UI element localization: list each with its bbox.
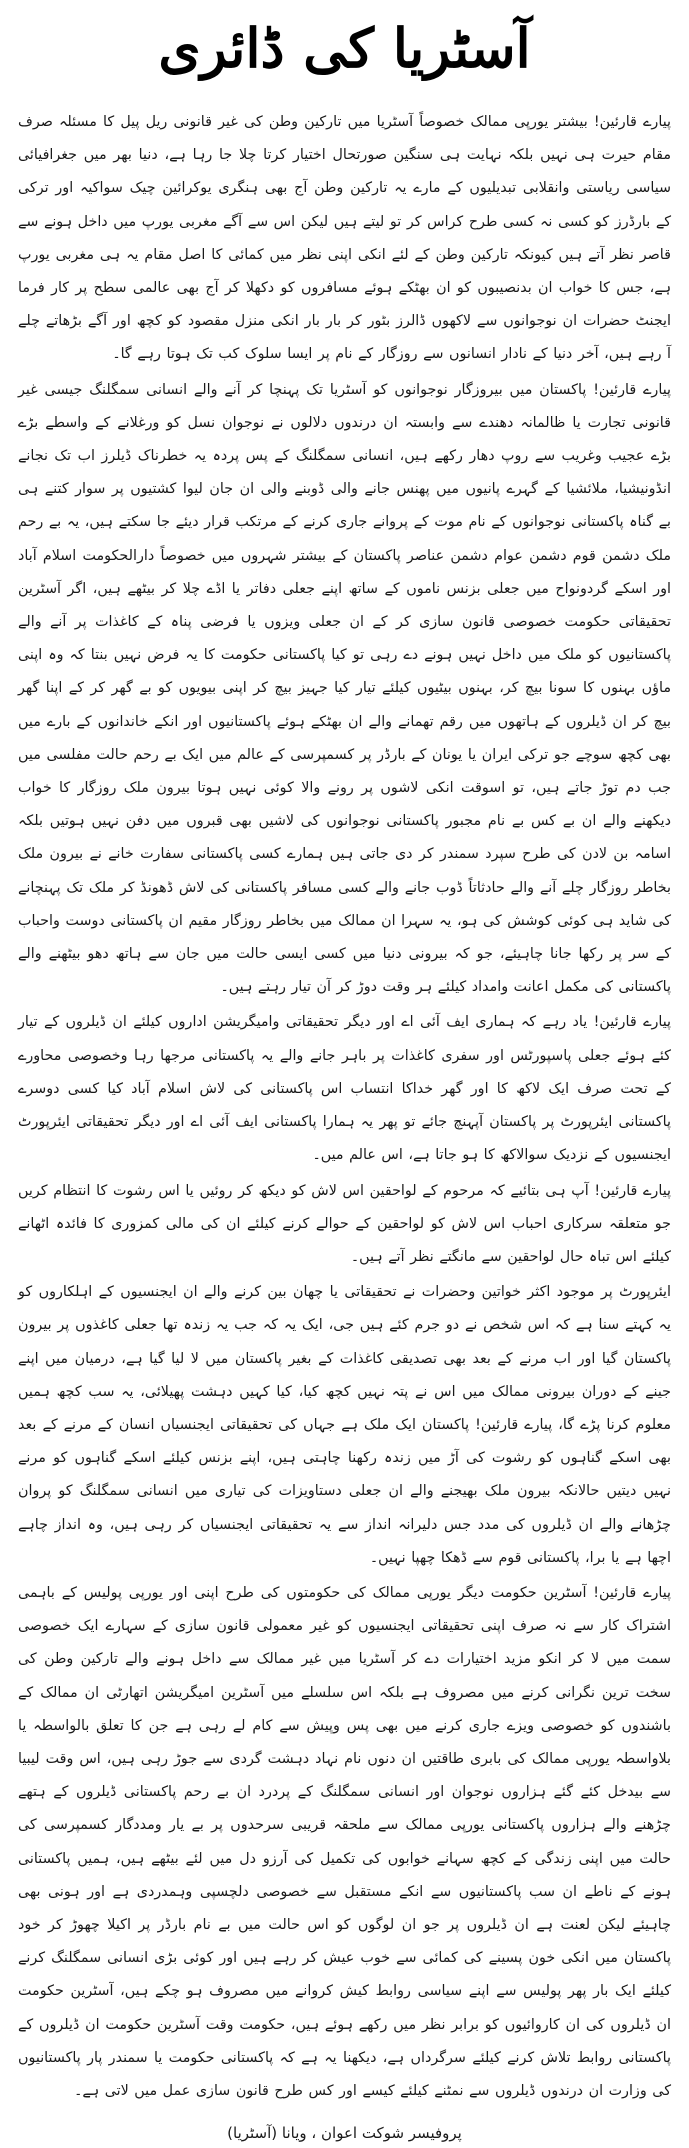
author-signature: پروفیسر شوکت اعوان ، ویانا (آسٹریا) [227, 2124, 462, 2143]
paragraph-4: پیارے قارئین! آپ ہی بتائیے کہ مرحوم کے لواحقین اس لاش کو دیکھ کر روئیں یا اس رشوت کا انتظام کریں جو متعلقہ سرکاری احباب اس لاش کو لواحقین کے حوالے کرنے کیلئے ان کی مالی کمزوری کا فائدہ اٹھانے کیلئے اس تباہ حال لواحقین سے مانگتے نظر آتے ہیں۔ [18, 1182, 671, 1265]
paragraph-6: پیارے قارئین! آسٹرین حکومت دیگر یورپی ممالک کی حکومتوں کی طرح اپنی اور یورپی پولیس کے باہمی اشتراک کار سے نہ صرف اپنی تحقیقاتی ایجنسیوں کو غیر معمولی قانون سازی کے سہارے ایک خصوصی سمت میں لا کر انکو مزید اختیارات دے کر آسٹریا میں غیر ممالک سے داخل ہونے والے تارکین وطن کی سخت ترین نگرانی کرنے میں مصروف ہے بلکہ اس سلسلے میں آسٹرین امیگریشن اتھارٹی ان ممالک کے باشندوں کو خصوصی ویزے جاری کرنے میں بھی پس وپیش سے کام لے رہی ہے جن کا تعلق بالواسطہ یا بلاواسطہ یورپی ممالک کی بابری طاقتیں ان دنوں نام نہاد دہشت گردی سے جوڑ رہی ہیں، اس وقت لیبیا سے بیدخل کئے گئے ہزاروں نوجوان اور انسانی سمگلنگ کے پردرد ان بے رحم پاکستانی ڈیلروں کے ہتھے چڑھنے والے ہزاروں پاکستانی یورپی ممالک سے ملحقہ قریبی سرحدوں پر بے یار ومددگار کسمپرسی کی حالت میں اپنی زندگی کے کچھ سہانے خوابوں کی تکمیل کی آرزو دل میں لئے بیٹھے ہیں، ہمیں پاکستانی ہونے کے ناطے ان سب پاکستانیوں سے انکے مستقبل سے خصوصی دلچسپی وہمدردی ہے اور ہونی بھی چاہیئے لیکن لعنت ہے ان ڈیلروں پر جو ان لوگوں کو اس حالت میں بے نام بارڈر پر اکیلا چھوڑ کر خود پاکستان میں انکی خون پسینے کی کمائی سے خوب عیش کر رہے ہیں اور کوئی بڑی انسانی سمگلنگ کرنے کیلئے ایک بار پھر پولیس سے اپنے سیاسی روابط کیش کروانے میں مصروف ہو چکے ہیں، آسٹرین حکومت ان ڈیلروں کی ان کاروائیوں کو برابر نظر میں رکھے ہوئے ہیں، حکومت وقت آسٹرین حکومت ان ڈیلروں کے پاکستانی روابط تلاش کرنے کیلئے سرگرداں ہے، دیکھنا یہ ہے کہ پاکستانی حکومت یا سمندر پار پاکستانیوں کی وزارت ان درندوں ڈیلروں سے نمٹنے کیلئے کیسے اور کس طرح قانون سازی عمل میں لاتی ہے۔ [18, 1584, 671, 2099]
article-body [18, 106, 671, 2108]
paragraph-2: پیارے قارئین! پاکستان میں بیروزگار نوجوانوں کو آسٹریا تک پہنچا کر آنے والے انسانی سمگلنگ جیسی غیر قانونی تجارت یا ظالمانہ دھندے سے وابستہ ان درندوں دلالوں نے نوجوان نسل کو ورغلانے کے واسطے بڑے بڑے عجیب وغریب سے روپ دھار رکھے ہیں، انسانی سمگلنگ کے پس پردہ یہ خطرناک ڈیلرز اب تک نجانے انڈونیشیا، ملائشیا کے گہرے پانیوں میں پھنس جانے والی ڈوبنے والی ان جان لیوا کشتیوں پر سوار کتنے ہی بے گناہ پاکستانی نوجوانوں کے نام موت کے پروانے جاری کرنے کے مرتکب قرار دیئے جا سکتے ہیں، یہ بے رحم ملک دشمن قوم دشمن عوام دشمن عناصر پاکستان کے بیشتر شہروں میں خصوصاً دارالحکومت اسلام آباد اور اسکے گردونواح میں جعلی بزنس ناموں کے ساتھ اپنے جعلی دفاتر یا اڈے چلا کر بیٹھے ہیں، اگر آسٹرین تحقیقاتی حکومت خصوصی قانون سازی کر کے ان جعلی ویزوں یا فرضی پناہ کے کاغذات پر آنے والے پاکستانیوں کو ملک میں داخل نہیں ہونے دے رہی تو کیا پاکستانی حکومت کا یہ فرض نہیں بنتا کہ وہ اپنی ماؤں بہنوں کا سونا بیچ کر، بہنوں بیٹیوں کیلئے تیار کیا جہیز بیچ کر اپنی بیویوں کو بے گھر کر کے اپنا گھر بیچ کر ان ڈیلروں کے ہاتھوں میں رقم تھمانے والے ان بھٹکے ہوئے پاکستانیوں اور انکے خاندانوں کے بارے میں بھی کچھ سوچے جو ترکی ایران یا یونان کے بارڈر پر کسمپرسی کے عالم میں ایک بے رحم حالت مفلسی میں جب دم توڑ جاتے ہیں، تو اسوقت انکی لاشوں پر رونے والا کوئی نہیں ہوتا بیرون ملک روزگار کا خواب دیکھنے والے ان بے کس بے نام مجبور پاکستانی نوجوانوں کی لاشیں بھی قبروں میں دفن نہیں ہوتیں بلکہ اسامہ بن لادن کی طرح سپرد سمندر کر دی جاتی ہیں ہمارے کسی پاکستانی سفارت خانے نے بیرون ملک بخاطر روزگار چلے آنے والے حادثاتاً ڈوب جانے والے کسی مسافر پاکستانی کی لاش ڈھونڈ کر ملک تک پہنچانے کی شاید ہی کوئی کوشش کی ہو، یہ سہرا ان ممالک میں بخاطر روزگار مقیم ان پاکستانی دوست واحباب کے سر پر رکھا جانا چاہیئے، جو کہ بیرونی دنیا میں کسی ایسی حالت میں جان سے ہاتھ دھو بیٹھنے والے پاکستانی کی مکمل اعانت وامداد کیلئے ہر وقت دوڑ کر آن تیار رہتے ہیں۔ [18, 381, 671, 996]
paragraph-5: ایئرپورٹ پر موجود اکثر خواتین وحضرات نے تحقیقاتی یا چھان بین کرنے والے ان ایجنسیوں کے اہلکاروں کو یہ کہتے سنا ہے کہ اس شخص نے دو جرم کئے ہیں جی، ایک یہ کہ جب یہ زندہ تھا جعلی کاغذوں پر بیرون پاکستان گیا اور اب مرنے کے بعد بھی تصدیقی کاغذات کے بغیر پاکستان میں لا لیا گیا ہے، درمیان میں اپنے جینے کے دوران بیرونی ممالک میں اس نے پتہ نہیں کچھ کیا، کیا کہیں دہشت پھیلائی، یہ سب کچھ ہمیں معلوم کرنا پڑے گا، پیارے قارئین! پاکستان ایک ملک ہے جہاں کی تحقیقاتی ایجنسیاں انسان کے مرنے کے بعد بھی اسکے گناہوں کو رشوت کی آڑ میں زندہ رکھنا چاہتی ہیں، اپنے بزنس کیلئے اسکے گناہوں کو مرنے نہیں دیتیں حالانکہ بیرون ملک بھیجنے والے ان جعلی دستاویزات کی تیاری میں انسانی سمگلنگ کو پروان چڑھانے والے ان ڈیلروں کی مدد جس دلیرانہ انداز سے یہ تحقیقاتی ایجنسیاں کر رہی ہیں، وہ انداز چاہے اچھا ہے یا برا، پاکستانی قوم سے ڈھکا چھپا نہیں۔ [18, 1284, 671, 1566]
paragraph-3: پیارے قارئین! یاد رہے کہ ہماری ایف آئی اے اور دیگر تحقیقاتی وامیگریشن اداروں کیلئے ان ڈیلروں کے تیار کئے ہوئے جعلی پاسپورٹس اور سفری کاغذات پر باہر جانے والے یہ پاکستانی مرجھا رہا وخصوصی محاورے کے تحت صرف ایک لاکھ کا اور گھر خداکا انتساب اس پاکستانی کی لاش اسلام آباد کیا کسی دوسرے پاکستانی ایئرپورٹ پر پاکستان آپہنچ جائے تو پھر یہ ہمارا پاکستانی ایف آئی اے اور دیگر تحقیقاتی ایئرپورٹ ایجنسیوں کے نزدیک سوالاکھ کا ہو جاتا ہے، اس عالم میں۔ [18, 1014, 671, 1164]
paragraph-1: پیارے قارئین! بیشتر یورپی ممالک خصوصاً آسٹریا میں تارکین وطن کی غیر قانونی ریل پیل کا مسئلہ صرف مقام حیرت ہی نہیں بلکہ نہایت ہی سنگین صورتحال اختیار کرتا چلا جا رہا ہے، دنیا بھر میں جغرافیائی سیاسی ریاستی وانقلابی تبدیلیوں کے مارے یہ تارکین وطن آج بھی ہنگری یوکرائین چیک سواکیہ اور ترکی کے بارڈرز کو کسی نہ کسی طرح کراس کر تو لیتے ہیں لیکن اس سے آگے مغربی یورپ میں داخل ہونے سے قاصر نظر آتے ہیں کیونکہ تارکین وطن کے لئے انکی اپنی نظر میں کمائی کا اصل مقام یہ ہی مغربی یورپ ہے، جس کا خواب ان بدنصیبوں کو ان بھٹکے ہوئے مسافروں کو دکھلا کر آج بھی عالمی سطح پر کار فرما ایجنٹ حضرات ان نوجوانوں سے لاکھوں ڈالرز بٹور کر بار بار انکی منزل مقصود کو کچھ اور آگے بڑھاتے چلے آ رہے ہیں، آخر دنیا کے نادار انسانوں سے روزگار کے نام پر ایسا سلوک کب تک ہوتا رہے گا۔ [18, 114, 671, 363]
column-title: آسٹریا کی ڈائری [158, 16, 531, 80]
